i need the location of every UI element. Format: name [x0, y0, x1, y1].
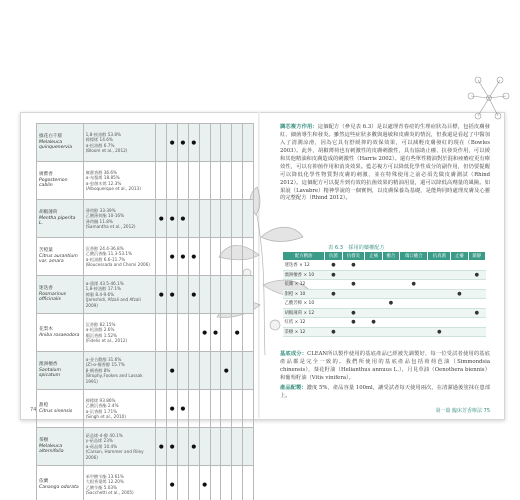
property-empty-cell	[325, 308, 342, 318]
formula-table-header: 止癢	[451, 252, 468, 261]
property-empty-cell	[451, 261, 468, 271]
oil-components-cell: 檸檬烯 93.86% 乙酸沉香酯 2.4% α-沉香醇 1.71% (Singh et al., 2010)	[83, 390, 156, 428]
property-dot: ●	[167, 428, 178, 466]
formula-table-header: 抗發炎	[342, 252, 365, 261]
oil-name: 依蘭	[39, 478, 49, 484]
property-empty-cell	[451, 327, 468, 337]
property-empty-cell	[221, 238, 232, 276]
property-empty-cell	[167, 314, 178, 352]
property-empty-cell	[156, 314, 167, 352]
property-empty-cell	[468, 318, 485, 328]
oil-components-cell: 沉香醇 82.15% α-松油醇 2.6% 順沉香醇 1.52% (Fidelis et al., 2012)	[83, 314, 156, 352]
para2-text: CLEAN所以製作使用的基底產品已經被先調製好，每一位受試者使用的基底產品都是完全一致的。我們所使用的基底產品包括荷荷芭油（Simmondsia chinensis），葵花籽油（Helianthus annuus L.），月見草油（Oenothera biennis）和葡萄籽油（Vitis vinifera）。	[280, 351, 490, 381]
property-empty-cell	[382, 289, 399, 299]
property-empty-cell	[243, 124, 254, 162]
page-number-left: 74	[30, 407, 37, 413]
oil-name-cell	[37, 314, 84, 352]
property-empty-cell	[210, 466, 221, 500]
property-empty-cell	[451, 299, 468, 309]
property-empty-cell	[342, 270, 365, 280]
property-dot: ●	[342, 280, 365, 290]
property-empty-cell	[400, 299, 428, 309]
property-dot: ●	[428, 327, 451, 337]
oil-name-cell	[37, 276, 84, 314]
property-dot: ●	[156, 276, 167, 314]
oil-name-cell	[37, 352, 84, 390]
table-row	[37, 162, 254, 200]
oil-name-cell	[37, 238, 84, 276]
property-empty-cell	[243, 390, 254, 428]
property-empty-cell	[243, 466, 254, 500]
table-row	[37, 428, 254, 466]
property-empty-cell	[199, 352, 210, 390]
property-empty-cell	[325, 318, 342, 328]
oil-scientific-name: Santalum spicatum	[39, 367, 61, 379]
property-empty-cell	[156, 352, 167, 390]
formula-table-header: 抗菌	[325, 252, 342, 261]
property-dot: ●	[167, 276, 178, 314]
right-page-paragraph-2	[280, 351, 490, 403]
oil-name-cell	[37, 466, 84, 500]
property-dot: ●	[365, 318, 382, 328]
property-empty-cell	[210, 162, 221, 200]
property-dot: ●	[188, 428, 199, 466]
oil-name: 迷迭香	[39, 285, 53, 291]
oil-name: 花梨木	[39, 326, 53, 332]
property-empty-cell	[221, 200, 232, 238]
property-empty-cell	[178, 352, 189, 390]
property-empty-cell	[188, 200, 199, 238]
oil-scientific-name: Melaleuca alternifolia	[39, 443, 64, 455]
property-dot: ●	[167, 124, 178, 162]
table-row	[37, 124, 254, 162]
property-dot: ●	[167, 238, 178, 276]
oil-name-cell	[37, 390, 84, 428]
property-empty-cell	[221, 390, 232, 428]
property-empty-cell	[188, 352, 199, 390]
property-empty-cell	[428, 299, 451, 309]
property-empty-cell	[382, 308, 399, 318]
oil-name: 苦橙葉	[39, 247, 53, 253]
oil-components-cell: 苯甲酸苄酯 13.61% 大根香葉烯 12.20% 乙酸苄酯 5.03% (Sacchetti et al., 2005)	[83, 466, 156, 500]
table-row	[37, 314, 254, 352]
property-empty-cell	[156, 124, 167, 162]
property-dot: ●	[188, 124, 199, 162]
oil-scientific-name: Rosmarinus officinalis	[39, 291, 67, 303]
oil-components-cell: 沉香醇 24.4-36.8% 乙酸沉香酯 11.3-53.1% α-松油醇 6.6-11.7% (Boucessada and Chomi 2006)	[83, 238, 156, 276]
table-row	[283, 270, 486, 280]
formula-oil-label: 胡椒薄荷 × 12	[283, 308, 325, 318]
property-empty-cell	[428, 308, 451, 318]
property-empty-cell	[451, 308, 468, 318]
property-empty-cell	[365, 327, 382, 337]
property-empty-cell	[199, 276, 210, 314]
property-empty-cell	[382, 270, 399, 280]
property-empty-cell	[232, 200, 243, 238]
property-empty-cell	[400, 327, 428, 337]
property-dot: ●	[199, 466, 210, 500]
property-empty-cell	[199, 390, 210, 428]
table-row	[283, 299, 486, 309]
property-empty-cell	[468, 289, 485, 299]
table-row	[37, 390, 254, 428]
property-empty-cell	[382, 280, 399, 290]
table-row	[37, 466, 254, 500]
property-empty-cell	[210, 276, 221, 314]
property-empty-cell	[199, 124, 210, 162]
oil-name-cell	[37, 162, 84, 200]
property-empty-cell	[156, 466, 167, 500]
formula-table-header: 傷口癒合	[400, 252, 428, 261]
table-row	[37, 200, 254, 238]
oil-components-cell: 1,8-桉油醇 53.8% 檸檬烯 14.6% α-松油醇 6.7% (Bloom et al., 2012)	[83, 124, 156, 162]
property-empty-cell	[232, 466, 243, 500]
property-dot: ●	[325, 327, 342, 337]
formula-table-header: 配方精油	[283, 252, 325, 261]
table-row	[37, 352, 254, 390]
property-dot: ●	[210, 314, 221, 352]
property-empty-cell	[325, 280, 342, 290]
property-empty-cell	[382, 318, 399, 328]
table-row	[283, 318, 486, 328]
property-empty-cell	[428, 289, 451, 299]
property-dot: ●	[188, 238, 199, 276]
formula-table	[282, 251, 486, 337]
oil-scientific-name: Mentha piperita L.	[39, 215, 76, 227]
property-empty-cell	[199, 238, 210, 276]
table-row	[283, 327, 486, 337]
property-empty-cell	[365, 261, 382, 271]
property-dot: ●	[342, 261, 365, 271]
property-dot: ●	[382, 299, 399, 309]
oil-components-cell: 廣藿香醇 36.6% α-布藜烯 18.85% α-愈創木烯 12.3% (Alboquerque et al., 2013)	[83, 162, 156, 200]
formula-oil-label: 依蘭 × 12	[283, 280, 325, 290]
property-empty-cell	[232, 124, 243, 162]
property-empty-cell	[221, 428, 232, 466]
property-empty-cell	[188, 466, 199, 500]
property-dot: ●	[468, 308, 485, 318]
property-dot: ●	[178, 200, 189, 238]
property-empty-cell	[342, 299, 365, 309]
oil-name: 廣藿香	[39, 171, 53, 177]
property-empty-cell	[156, 162, 167, 200]
formula-table-header: 癒合	[382, 252, 399, 261]
property-dot: ●	[325, 270, 342, 280]
property-empty-cell	[221, 466, 232, 500]
flower-illustration	[466, 74, 512, 122]
property-empty-cell	[199, 162, 210, 200]
property-empty-cell	[428, 261, 451, 271]
property-empty-cell	[232, 390, 243, 428]
property-empty-cell	[400, 289, 428, 299]
oil-scientific-name: Melaleuca quinquenervia	[39, 139, 73, 151]
property-empty-cell	[210, 124, 221, 162]
property-empty-cell	[221, 314, 232, 352]
property-empty-cell	[178, 314, 189, 352]
property-empty-cell	[365, 270, 382, 280]
oil-scientific-name: Pogostemon cablin	[39, 177, 68, 189]
property-empty-cell	[468, 261, 485, 271]
page-number-right: 第一篇 臨床芳香療法 75	[435, 408, 490, 414]
property-dot: ●	[156, 200, 167, 238]
property-dot: ●	[325, 261, 342, 271]
oil-scientific-name: Cananga odorata	[39, 484, 79, 490]
property-empty-cell	[243, 352, 254, 390]
oil-name-cell	[37, 200, 84, 238]
formula-table-header: 止痛	[365, 252, 382, 261]
property-dot: ●	[232, 314, 243, 352]
property-dot: ●	[178, 390, 189, 428]
property-empty-cell	[243, 276, 254, 314]
property-empty-cell	[221, 162, 232, 200]
property-empty-cell	[342, 327, 365, 337]
oil-name: 茶樹	[39, 437, 49, 443]
para1-text: 這個配方（參見表 6.3）是以處理青春痘的生理症狀為目標，包括皮膚發紅、細菌導生和發炎。雖然這些症狀多數與過敏和皮膚炎的情況，但我還是看起了中醫加入了清潤涼滑，因為它具有舒緩抑的效保效果，可以減輕皮膚發紅的現在（Bowles 2003）。此外，胡椒薄荷也有刺激性的皮膚刺激性，具有協助止癢、抗發炎作用，可以緩和其他精油和皮膚造成的刺激性（Harris 2002）。還有些單性精油對於混和痤瘡痘更有療效性，可以有抑菌作用和消炎效果。藍芯複方可以降低化學性成分的副作用，但仍要提醒可以降低化學性物質對皮膚的刺激，並在特殊使用之前必須先做皮膚測試（Rhind 2012）。這個配方可以提升到有效的抗菌效果的精油用量，還可以降低高劑量的風險。如果說（Lavabre）精神學說的一個實例，以皮膚保養為基礎，是能夠同時處理皮膚及心靈的完整配方（Rhind 2012）。	[280, 124, 490, 202]
formula-oil-label: 茶樹 × 12	[283, 327, 325, 337]
formula-table-header: 抗真菌	[428, 252, 451, 261]
formula-table-header: 鎮靜	[468, 252, 485, 261]
formula-oil-label: 迷迭香 × 12	[283, 261, 325, 271]
property-empty-cell	[199, 428, 210, 466]
property-empty-cell	[325, 299, 342, 309]
property-empty-cell	[451, 270, 468, 280]
property-dot: ●	[167, 390, 178, 428]
property-empty-cell	[243, 162, 254, 200]
property-empty-cell	[156, 390, 167, 428]
property-empty-cell	[199, 200, 210, 238]
table-caption: 表 6.3 採用的藥權配方	[328, 245, 385, 251]
table-row	[283, 308, 486, 318]
property-empty-cell	[400, 318, 428, 328]
property-empty-cell	[178, 466, 189, 500]
oil-scientific-name: Citrus sinensis	[39, 408, 73, 414]
oil-name: 綠花白千層	[39, 133, 62, 139]
property-empty-cell	[232, 428, 243, 466]
table-row	[37, 276, 254, 314]
property-empty-cell	[365, 308, 382, 318]
property-empty-cell	[243, 200, 254, 238]
property-empty-cell	[178, 276, 189, 314]
oil-name: 胡椒薄荷	[39, 209, 58, 215]
property-dot: ●	[342, 318, 365, 328]
property-empty-cell	[178, 162, 189, 200]
property-empty-cell	[243, 238, 254, 276]
oil-components-cell: 萜品烯-4-醇 40.1% γ-萜品烯 23% α-萜品烯 10.4% (Carson, Hammer and Riley 2006)	[83, 428, 156, 466]
property-empty-cell	[451, 280, 468, 290]
para3-lead: 產品配製：	[280, 384, 307, 391]
property-empty-cell	[232, 162, 243, 200]
property-empty-cell	[232, 352, 243, 390]
property-empty-cell	[167, 162, 178, 200]
property-empty-cell	[342, 289, 365, 299]
property-dot: ●	[342, 308, 365, 318]
property-dot: ●	[156, 428, 167, 466]
property-dot: ●	[325, 289, 342, 299]
property-dot: ●	[167, 466, 178, 500]
property-empty-cell	[210, 352, 221, 390]
formula-oil-label: 甜橙 × 10	[283, 289, 325, 299]
property-empty-cell	[156, 238, 167, 276]
para1-lead: 調芯複方作用：	[280, 124, 318, 130]
property-dot: ●	[178, 124, 189, 162]
property-empty-cell	[451, 318, 468, 328]
property-dot: ●	[167, 200, 178, 238]
property-dot: ●	[400, 280, 428, 290]
property-empty-cell	[365, 280, 382, 290]
property-empty-cell	[243, 428, 254, 466]
property-empty-cell	[382, 261, 399, 271]
oil-components-cell: α-蒎烯 43.5-46.1% 1,8-桉油醇 17.1% 樟腦 8.4-9.6% (Jamshidi, Afzali and Afzali 2009)	[83, 276, 156, 314]
property-empty-cell	[468, 280, 485, 290]
para2-lead: 基底成分：	[280, 351, 308, 357]
property-empty-cell	[400, 270, 428, 280]
property-empty-cell	[221, 276, 232, 314]
property-empty-cell	[232, 276, 243, 314]
property-dot: ●	[178, 238, 189, 276]
table-row	[283, 261, 486, 271]
para3-text: 濃度 5%，產品容量 100ml，讓受試者每天使用兩次，在清潔過後塗抹在患部上。	[280, 384, 490, 399]
property-empty-cell	[210, 390, 221, 428]
property-empty-cell	[428, 318, 451, 328]
property-empty-cell	[468, 327, 485, 337]
property-empty-cell	[400, 308, 428, 318]
table-row	[37, 238, 254, 276]
oil-scientific-name: Aniba rosaeodora	[39, 332, 80, 338]
property-empty-cell	[243, 314, 254, 352]
property-empty-cell	[210, 428, 221, 466]
table-row	[283, 289, 486, 299]
property-empty-cell	[468, 299, 485, 309]
property-empty-cell	[400, 261, 428, 271]
property-empty-cell	[232, 238, 243, 276]
property-empty-cell	[188, 390, 199, 428]
property-empty-cell	[188, 314, 199, 352]
property-dot: ●	[468, 270, 485, 280]
property-empty-cell	[428, 280, 451, 290]
right-page-paragraph-1	[280, 124, 490, 205]
property-empty-cell	[178, 428, 189, 466]
property-empty-cell	[221, 124, 232, 162]
oil-name-cell	[37, 428, 84, 466]
property-dot: ●	[451, 289, 468, 299]
oil-components-cell: 薄荷醇 33-39% 乙酸薄荷酯 10-16% 薄荷酮 11.8% (Samantha et al., 2012)	[83, 200, 156, 238]
essential-oil-table	[36, 123, 254, 500]
formula-oil-label: 澳洲檀香 × 10	[283, 270, 325, 280]
property-dot: ●	[188, 276, 199, 314]
formula-oil-label: 乙酸芳樟 × 10	[283, 299, 325, 309]
oil-scientific-name: Citrus aurantium var. amara	[39, 253, 78, 265]
table-row	[283, 280, 486, 290]
property-empty-cell	[210, 200, 221, 238]
oil-name-cell	[37, 124, 84, 162]
property-empty-cell	[210, 238, 221, 276]
property-empty-cell	[428, 270, 451, 280]
oil-components-cell: α-金合歡醇 31.6% (Z)-α-檀香醇 15.7% β-檀香醇 8% (Brophy,Fookes and Lassak 1991)	[83, 352, 156, 390]
property-empty-cell	[365, 289, 382, 299]
property-empty-cell	[382, 327, 399, 337]
formula-oil-label: 紅桔 × 12	[283, 318, 325, 328]
property-empty-cell	[365, 299, 382, 309]
property-empty-cell	[188, 162, 199, 200]
property-dot: ●	[167, 352, 178, 390]
oil-name: 澳洲檀香	[39, 361, 58, 367]
property-dot: ●	[221, 352, 232, 390]
property-dot: ●	[199, 314, 210, 352]
oil-name: 甜橙	[39, 402, 49, 408]
